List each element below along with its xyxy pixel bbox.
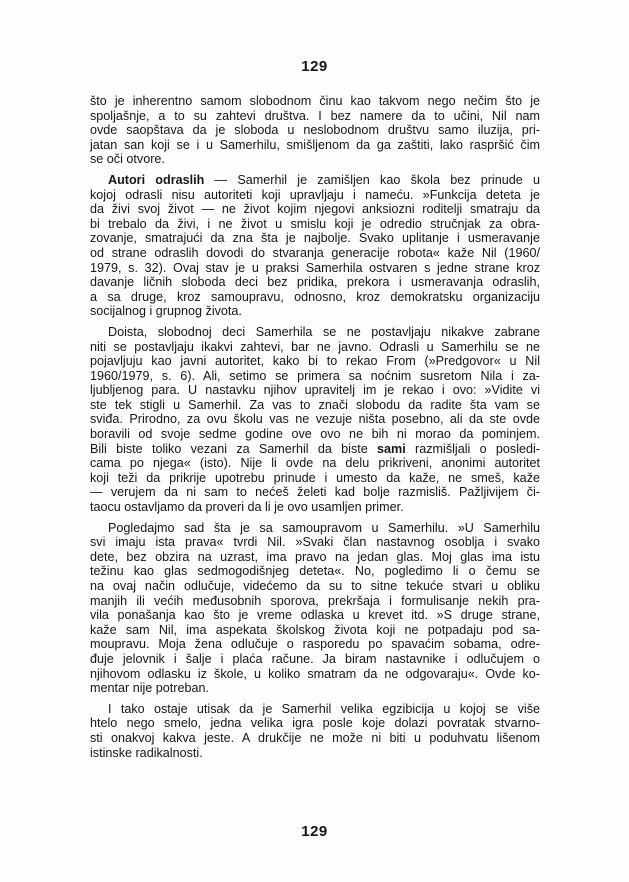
paragraph-3 [90,325,540,515]
text-line: sviđa. Prirodno, za ovu školu vas ne vezuje ništa posebno, ali da ste ovde [90,412,540,427]
text-line: istinske radikalnosti. [90,745,203,760]
text-line: ovde saopštava da je sloboda u neslobodnom društvu samo iluzija, pri- [90,123,540,138]
text-line: spoljašnje, a to su zahtevi društva. I bez namere da to učini, Nil nam [90,108,540,123]
page-number-top: 129 [301,58,328,75]
text-line: kojoj odrasli nisu autoriteti koji upravljaju i nameću. »Funkcija deteta je [90,187,540,202]
text-line: sti onakvoj kakva jeste. A drukčije ne može ni biti u poduhvatu lišenom [90,730,540,745]
text-line: se oči otvore. [90,152,165,167]
text-line: svi imaju ista prava« tvrdi Nil. »Svaki član nastavnog osoblja i svako [90,535,540,550]
text-line: težinu kao glas sedmogodišnjeg deteta«. No, pogledimo li o čemu se [90,564,540,579]
text-line: davanje ličnih sloboda deci bez pridika, prekora i usmeravanja odraslih, [90,275,540,290]
page-number-bottom: 129 [301,823,328,840]
paragraph-2 [90,173,540,319]
text-line: Pogledajmo sad šta je sa samoupravom u Samerhilu. »U Samerhilu [108,520,540,535]
text-line: Bili biste toliko vezani za Samerhil da biste sami razmišljali o posledi- [90,441,540,456]
text-line: boravili od svoje sedme godine ove ovo ne bih ni morao da pominjem. [90,427,540,442]
text-line: vila ponašanja kao što je vreme odlaska u krevet itd. »S druge strane, [90,608,540,623]
text-line: zovanje, smatrajući da zna šta je najbolje. Svako uplitanje i usmeravanje [90,231,540,246]
text-line: 1960/1979, s. 6). Ali, setimo se primera sa noćnim susretom Nila i za- [90,368,540,383]
text-line: — verujem da ni sam to nećeš želeti kad bolje razmisliš. Pažljivijem či- [90,485,540,500]
text-line: manjih ili većih međusobnih sporova, prekršaja i formulisanje nekih pra- [90,593,540,608]
text-line: od strane odraslih dovodi do stvaranja generacije robota« kaže Nil (1960/ [90,245,540,260]
text-line: socijalnog i grupnog života. [90,304,242,319]
text-line: koji teži da prikrije upotrebu prinude i umesto da kaže, ne smeš, kaže [90,470,540,485]
paragraph-1 [90,94,540,167]
text-line: cama po njega« (isto). Nije li ovde na delu prikriveni, anonimi autoritet [90,456,540,471]
text-line: Autori odraslih — Samerhil je zamišljen kao škola bez prinude u [108,172,540,187]
text-line: ste tek stigli u Samerhil. Za vas to znači slobodu da radite šta vam se [90,397,540,412]
text-line: njihovom odlasku iz škole, u koliko smatram da ne odgovaraju«. Ovde ko- [90,666,540,681]
text-line: mentar nije potreban. [90,681,210,696]
paragraph-5 [90,702,540,760]
text-line: đuje jelovnik i šalje i plaća račune. Ja biram nastavnike i odlučujem o [90,651,540,666]
text-line: pojavljuju kao javni autoritet, kako bi to rekao From (»Predgovor« u Nil [90,354,540,369]
text-line: moupravu. Moja žena odlučuje o rasporedu po spavaćim sobama, odre- [90,637,540,652]
text-line: jatan san koji se i u Samerhilu, smišljenom da ga zaštiti, lako raspršić čim [90,137,540,152]
text-line: što je inherentno samom slobodnom činu kao takvom nego nečim što je [90,94,540,108]
text-line: dete, bez obzira na uzrast, ima pravo na jedan glas. Moj glas ima istu [90,549,540,564]
text-line: niti se postavljaju ikakvi zahtevi, bar ne javno. Odrasli u Samerhilu se ne [90,339,540,354]
text-line: a sa druge, kroz samoupravu, odnosno, kroz demokratsku organizaciju [90,289,540,304]
paragraph-4 [90,521,540,696]
text-line: kaže sam Nil, ima aspekata školskog života koji ne potpadaju pod sa- [90,622,540,637]
body-text [90,94,540,766]
text-line: I tako ostaje utisak da je Samerhil velika egzibicija u kojoj se više [108,701,540,716]
text-line: ljubljenog para. U nastavku njihov upravitelj im je rekao i ovo: »Vidite vi [90,383,540,398]
text-line: htelo nego smelo, jedna velika igra posle koje dolazi povratak stvarno- [90,716,540,731]
text-line: 1979, s. 32). Ovaj stav je u praksi Samerhila ostvaren s jedne strane kroz [90,260,540,275]
text-line: Doista, slobodnoj deci Samerhila se ne postavljaju nikakve zabrane [108,324,540,339]
text-line: taocu ostavljamo da proveri da li je ovo usamljen primer. [90,500,404,515]
text-line: na ovaj način odlučuje, videćemo da su to sitne tekuće stvari u obliku [90,579,540,593]
text-line: bi trebalo da živi, i ne život u smislu koji je odredio stručnjak za obra- [90,216,540,231]
text-line: da živi svoj život — ne život kojim njegovi anksiozni roditelji smatraju da [90,202,540,217]
